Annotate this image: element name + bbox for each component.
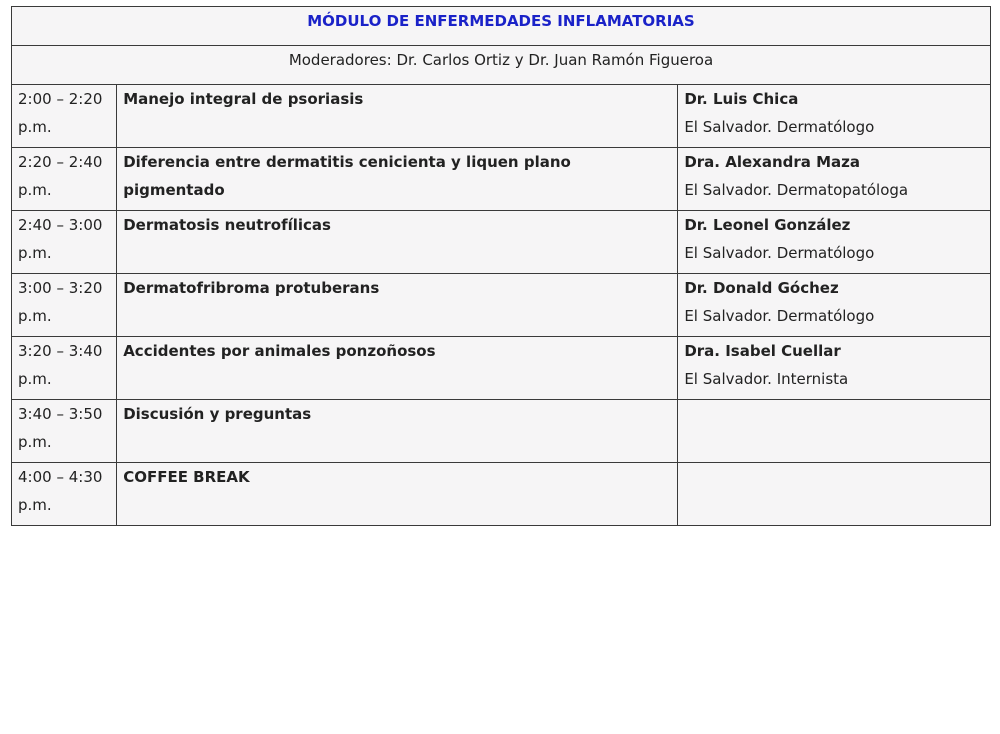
session-topic — [117, 400, 678, 463]
session-time: 2:20 – 2:40 p.m. — [12, 148, 117, 211]
session-speaker — [678, 148, 991, 211]
speaker-name: Dr. Leonel González — [684, 216, 851, 234]
topic-text: COFFEE BREAK — [123, 468, 250, 486]
session-row — [12, 400, 991, 463]
topic-text: Dermatosis neutrofílicas — [123, 216, 331, 234]
session-topic — [117, 274, 678, 337]
session-speaker-empty — [678, 400, 991, 463]
topic-text: Discusión y preguntas — [123, 405, 312, 423]
session-row — [12, 463, 991, 526]
session-topic — [117, 148, 678, 211]
topic-text: Accidentes por animales ponzoñosos — [123, 342, 436, 360]
speaker-role: El Salvador. Internista — [684, 370, 849, 388]
session-topic — [117, 463, 678, 526]
speaker-role: El Salvador. Dermatólogo — [684, 118, 875, 136]
session-row — [12, 211, 991, 274]
session-speaker-empty — [678, 463, 991, 526]
session-time: 3:00 – 3:20 p.m. — [12, 274, 117, 337]
speaker-role: El Salvador. Dermatopatóloga — [684, 181, 909, 199]
module-title-row — [12, 7, 991, 46]
session-topic — [117, 211, 678, 274]
speaker-name: Dr. Luis Chica — [684, 90, 799, 108]
topic-text: Manejo integral de psoriasis — [123, 90, 364, 108]
session-time: 4:00 – 4:30 p.m. — [12, 463, 117, 526]
topic-text: Dermatofribroma protuberans — [123, 279, 380, 297]
moderators-text: Moderadores: Dr. Carlos Ortiz y Dr. Juan Ramón Figueroa — [12, 46, 991, 85]
session-row — [12, 337, 991, 400]
session-speaker — [678, 85, 991, 148]
topic-text: Diferencia entre dermatitis cenicienta y liquen plano pigmentado — [123, 153, 571, 199]
session-speaker — [678, 274, 991, 337]
session-speaker — [678, 337, 991, 400]
session-time: 2:00 – 2:20 p.m. — [12, 85, 117, 148]
session-topic — [117, 337, 678, 400]
speaker-role: El Salvador. Dermatólogo — [684, 244, 875, 262]
session-topic — [117, 85, 678, 148]
schedule-table — [11, 6, 991, 526]
speaker-name: Dr. Donald Góchez — [684, 279, 839, 297]
speaker-role: El Salvador. Dermatólogo — [684, 307, 875, 325]
speaker-name: Dra. Isabel Cuellar — [684, 342, 841, 360]
session-time: 3:40 – 3:50 p.m. — [12, 400, 117, 463]
session-row — [12, 85, 991, 148]
session-time: 3:20 – 3:40 p.m. — [12, 337, 117, 400]
session-speaker — [678, 211, 991, 274]
session-row — [12, 274, 991, 337]
module-title: MÓDULO DE ENFERMEDADES INFLAMATORIAS — [12, 7, 991, 46]
session-row — [12, 148, 991, 211]
speaker-name: Dra. Alexandra Maza — [684, 153, 860, 171]
session-time: 2:40 – 3:00 p.m. — [12, 211, 117, 274]
schedule-container — [11, 6, 991, 526]
moderators-row — [12, 46, 991, 85]
